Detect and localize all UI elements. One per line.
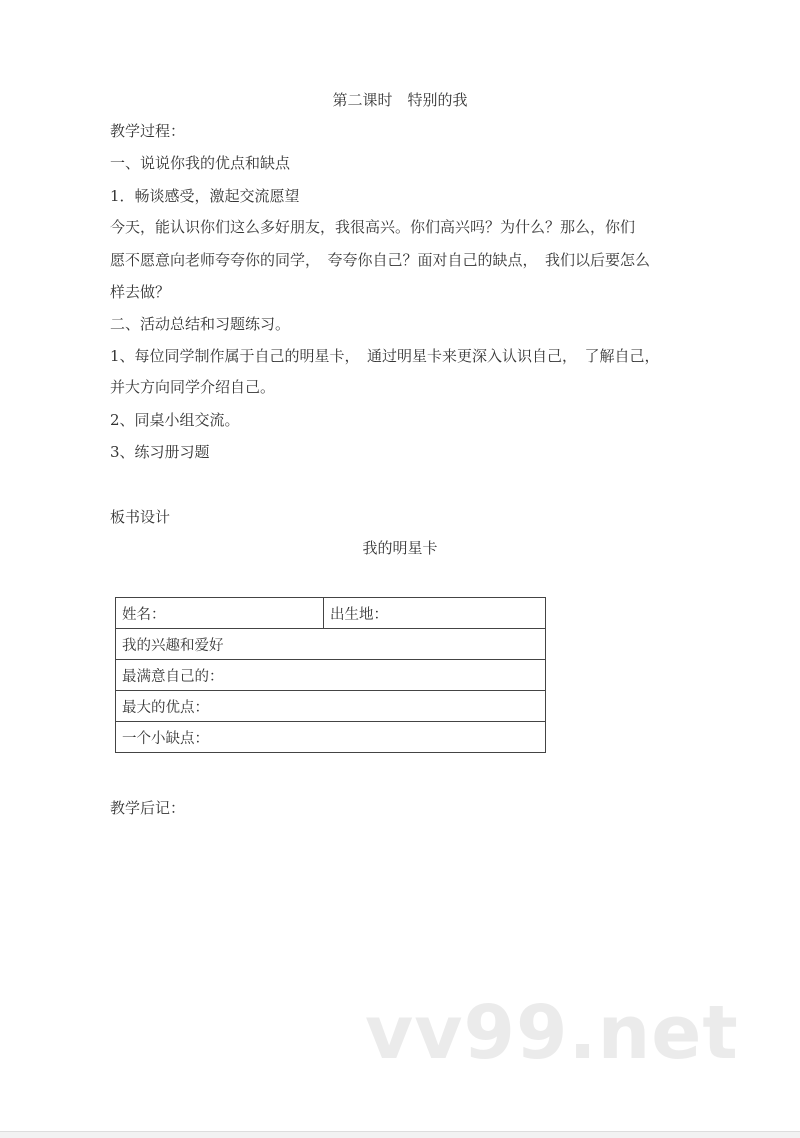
birthplace-cell: 出生地： xyxy=(324,598,546,629)
star-card-table xyxy=(115,597,546,753)
section-label: 教学过程： xyxy=(110,122,186,140)
subheading: 1．畅谈感受，激起交流愿望 xyxy=(110,187,300,205)
table-row xyxy=(116,660,546,691)
afterword-label: 教学后记： xyxy=(110,799,186,817)
table-row xyxy=(116,722,546,753)
page-title: 第二课时 特别的我 xyxy=(332,91,468,109)
section-heading: 二、活动总结和习题练习。 xyxy=(110,315,291,333)
section-heading: 一、说说你我的优点和缺点 xyxy=(110,154,291,172)
paragraph-line: 今天，能认识你们这么多好朋友，我很高兴。你们高兴吗？为什么？那么，你们 xyxy=(110,218,636,236)
name-cell: 姓名： xyxy=(116,598,324,629)
list-item: 并大方向同学介绍自己。 xyxy=(110,378,276,396)
strength-cell: 最大的优点： xyxy=(116,691,546,722)
list-item: 1、每位同学制作属于自己的明星卡， 通过明星卡来更深入认识自己， 了解自己， xyxy=(110,347,660,365)
list-item: 3、练习册习题 xyxy=(110,443,210,461)
weakness-cell: 一个小缺点： xyxy=(116,722,546,753)
table-row xyxy=(116,598,546,629)
hobbies-cell: 我的兴趣和爱好 xyxy=(116,629,546,660)
table-row xyxy=(116,629,546,660)
paragraph-line: 样去做？ xyxy=(110,283,171,301)
card-title: 我的明星卡 xyxy=(362,539,438,557)
paragraph-line: 愿不愿意向老师夸夸你的同学， 夸夸你自己？面对自己的缺点， 我们以后要怎么 xyxy=(110,251,651,269)
table-row xyxy=(116,691,546,722)
satisfied-cell: 最满意自己的： xyxy=(116,660,546,691)
list-item: 2、同桌小组交流。 xyxy=(110,411,240,429)
watermark: vv99.net xyxy=(365,990,739,1076)
board-heading: 板书设计 xyxy=(110,508,171,526)
